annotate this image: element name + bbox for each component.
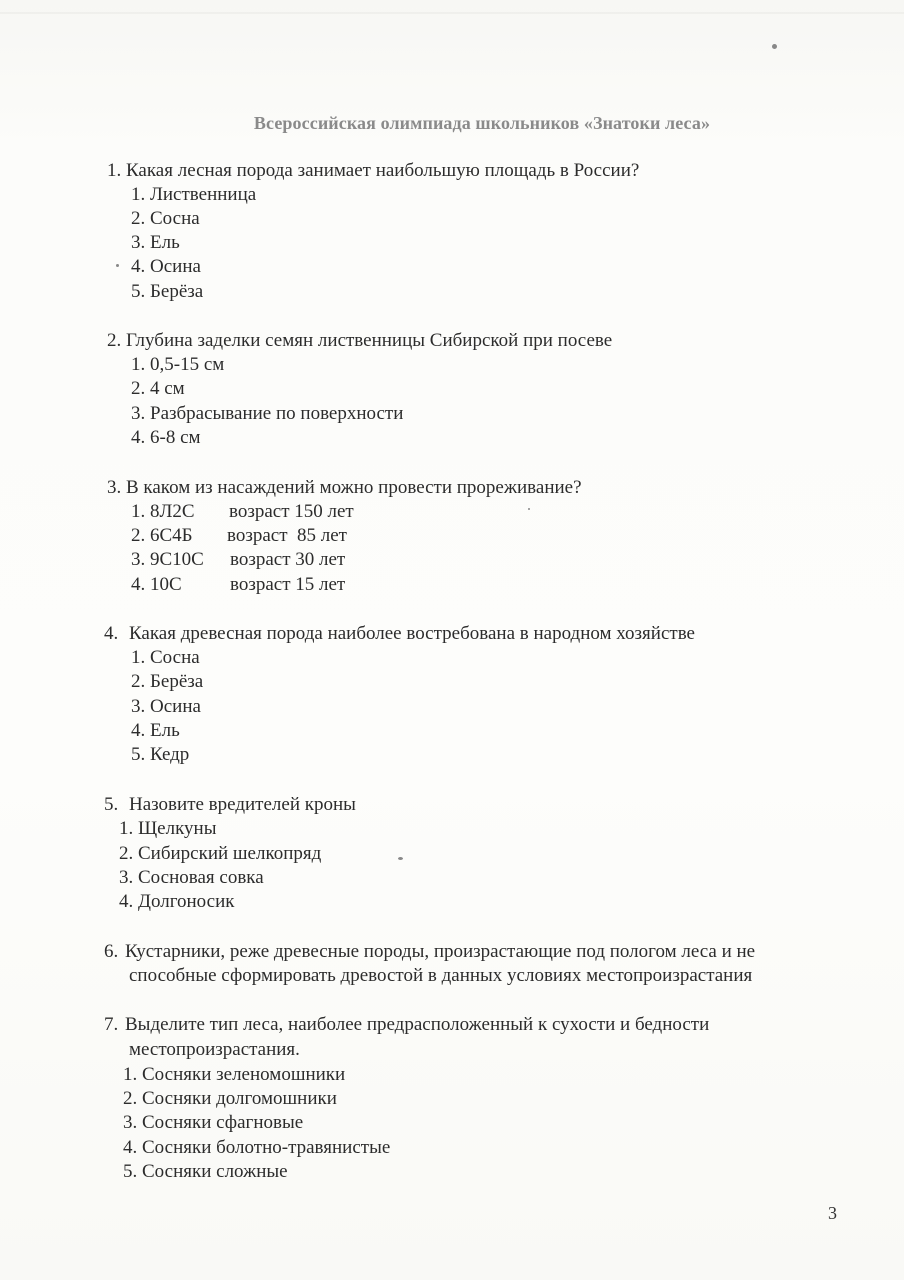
answer-option — [131, 695, 201, 719]
question-number: 4. — [104, 623, 119, 644]
question-number: 1. — [107, 160, 122, 181]
scan-artifact — [0, 12, 904, 14]
option-text: Сосна — [150, 647, 200, 668]
option-number: 5. — [123, 1161, 138, 1182]
option-text: Сосняки болотно-травянистые — [142, 1137, 391, 1158]
scan-speck — [528, 508, 530, 510]
scan-speck — [772, 44, 777, 49]
answer-option — [131, 670, 203, 694]
option-number: 2. — [131, 671, 146, 692]
option-number: 1. — [131, 184, 146, 205]
answer-option — [119, 842, 321, 866]
answer-option — [131, 500, 354, 524]
question-7 — [104, 1013, 709, 1037]
answer-option — [131, 207, 200, 231]
option-text: Разбрасывание по поверхности — [150, 403, 404, 424]
option-number: 3. — [131, 403, 146, 424]
answer-option — [131, 183, 256, 207]
option-number: 2. — [131, 208, 146, 229]
option-number: 4. — [119, 891, 134, 912]
stand-composition: 9С10С — [150, 549, 204, 570]
option-text: Щелкуны — [138, 818, 217, 839]
option-number: 1. — [123, 1064, 138, 1085]
option-number: 1. — [131, 647, 146, 668]
answer-option — [119, 817, 216, 841]
answer-option — [119, 890, 234, 914]
answer-option — [131, 353, 224, 377]
answer-option — [123, 1160, 288, 1184]
option-text: Долгоносик — [138, 891, 235, 912]
stand-composition: 10С — [150, 574, 182, 595]
option-number: 1. — [131, 354, 146, 375]
page-title: Всероссийская олимпиада школьников «Знатоки леса» — [253, 113, 711, 133]
question-number: 5. — [104, 794, 119, 815]
answer-option — [131, 377, 185, 401]
option-text: Сосняки сфагновые — [142, 1112, 304, 1133]
question-6 — [104, 940, 755, 964]
option-text: Сосняки зеленомошники — [142, 1064, 346, 1085]
option-text: Лиственница — [150, 184, 257, 205]
answer-option — [123, 1111, 303, 1135]
answer-option — [119, 866, 264, 890]
option-text: Осина — [150, 256, 201, 277]
question-text-line-2: способные сформировать древостой в данных условиях местопроизрастания — [129, 965, 753, 986]
answer-option — [131, 280, 203, 304]
stand-composition: 6С4Б — [150, 525, 193, 546]
stand-age: возраст 85 лет — [227, 525, 347, 546]
question-text-line-1: Кустарники, реже древесные породы, произрастающие под пологом леса и не — [125, 941, 756, 962]
option-number: 3. — [123, 1112, 138, 1133]
option-number: 2. — [119, 843, 134, 864]
option-text: Сосняки сложные — [142, 1161, 288, 1182]
option-number: 3. — [131, 232, 146, 253]
scan-speck — [398, 857, 403, 860]
question-1 — [107, 159, 639, 183]
answer-option — [131, 231, 180, 255]
option-number: 4. — [131, 427, 146, 448]
option-number: 2. — [131, 378, 146, 399]
question-text: В каком из насаждений можно провести прореживание? — [126, 477, 582, 498]
option-text: 6-8 см — [150, 427, 201, 448]
question-number: 6. — [104, 941, 119, 962]
option-number: 1. — [119, 818, 134, 839]
question-number: 2. — [107, 330, 122, 351]
question-2 — [107, 329, 612, 353]
question-text: Глубина заделки семян лиственницы Сибирской при посеве — [126, 330, 613, 351]
option-text: Сосна — [150, 208, 200, 229]
answer-option — [131, 548, 346, 572]
option-text: Сосновая совка — [138, 867, 264, 888]
answer-option — [131, 743, 189, 767]
option-text: 4 см — [150, 378, 185, 399]
answer-option — [131, 573, 346, 597]
option-text: Сибирский шелкопряд — [138, 843, 322, 864]
stand-composition: 8Л2С — [150, 501, 195, 522]
option-number: 4. — [123, 1137, 138, 1158]
option-number: 5. — [131, 281, 146, 302]
answer-option — [131, 402, 403, 426]
option-text: Кедр — [150, 744, 190, 765]
page-number: 3 — [828, 1203, 837, 1223]
question-text-line-2: местопроизрастания. — [129, 1039, 300, 1060]
answer-option — [131, 255, 201, 279]
question-text: Какая древесная порода наиболее востребована в народном хозяйстве — [129, 623, 695, 644]
question-5 — [104, 793, 356, 817]
question-text-line-1: Выделите тип леса, наиболее предрасположенный к сухости и бедности — [125, 1014, 710, 1035]
question-number: 3. — [107, 477, 122, 498]
answer-option — [131, 426, 201, 450]
option-number: 3. — [131, 549, 146, 570]
scan-speck — [116, 264, 119, 267]
question-6-continuation — [129, 964, 752, 988]
answer-option — [123, 1136, 390, 1160]
question-3 — [107, 476, 582, 500]
question-4 — [104, 622, 695, 646]
answer-option — [131, 524, 347, 548]
option-number: 4. — [131, 256, 146, 277]
question-7-continuation — [129, 1038, 300, 1062]
question-number: 7. — [104, 1014, 119, 1035]
option-number: 4. — [131, 720, 146, 741]
option-text: Ель — [150, 232, 180, 253]
question-text: Какая лесная порода занимает наибольшую площадь в России? — [126, 160, 640, 181]
option-number: 4. — [131, 574, 146, 595]
option-text: Ель — [150, 720, 180, 741]
option-number: 5. — [131, 744, 146, 765]
stand-age: возраст 150 лет — [229, 501, 354, 522]
stand-age: возраст 15 лет — [230, 574, 346, 595]
option-number: 2. — [123, 1088, 138, 1109]
option-text: Сосняки долгомошники — [142, 1088, 337, 1109]
option-number: 3. — [119, 867, 134, 888]
answer-option — [131, 646, 200, 670]
option-number: 3. — [131, 696, 146, 717]
question-text: Назовите вредителей кроны — [129, 794, 356, 815]
option-text: 0,5-15 см — [150, 354, 225, 375]
option-text: Осина — [150, 696, 201, 717]
stand-age: возраст 30 лет — [230, 549, 346, 570]
answer-option — [123, 1063, 345, 1087]
option-text: Берёза — [150, 281, 204, 302]
option-number: 2. — [131, 525, 146, 546]
option-text: Берёза — [150, 671, 204, 692]
answer-option — [131, 719, 180, 743]
option-number: 1. — [131, 501, 146, 522]
answer-option — [123, 1087, 337, 1111]
